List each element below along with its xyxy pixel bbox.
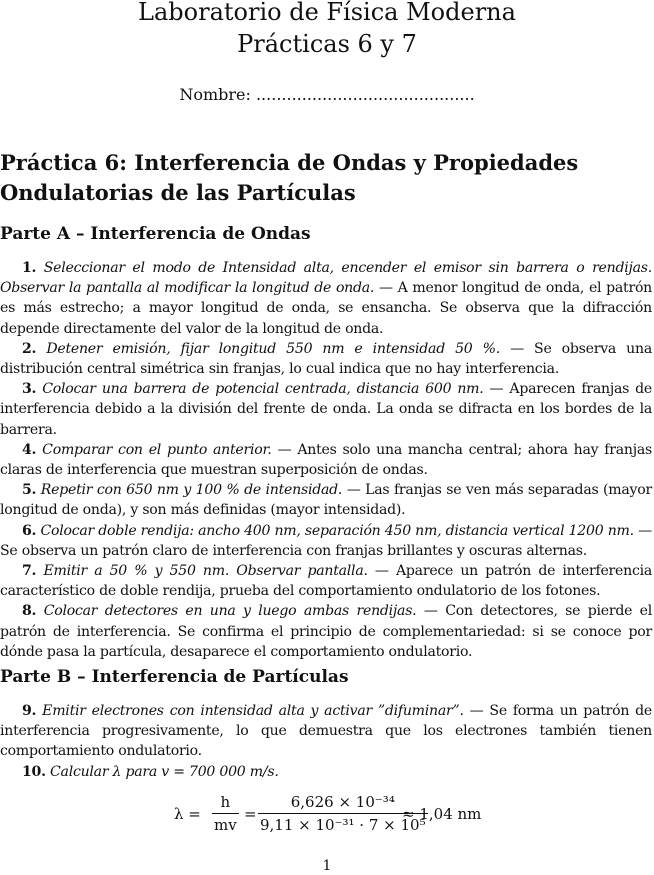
item-number: 2. [22,340,37,357]
item-result: — Aparecen franjas de interferencia debido a la división del frente de onda. La onda se difracta en los bordes de la barrera. [0,381,652,438]
practice-heading: Práctica 6: Interferencia de Ondas y Propiedades Ondulatorias de las Partículas [0,150,579,205]
list-item [0,258,652,339]
item-result: — Se observa una distribución central simétrica sin franjas, lo cual indica que no hay interferencia. [0,340,652,378]
document-subtitle: Prácticas 6 y 7 [237,30,417,58]
item-result: — Las franjas se ven más separadas (mayor longitud de onda), y son más definidas (mayor intensidad). [0,482,652,519]
name-field-label: Nombre: ........................................... [179,85,475,104]
item-number: 5. [22,482,37,499]
item-result: — Se forma un patrón de interferencia progresivamente, lo que demuestra que los electrones también tienen comportamiento ondulatorio. [0,703,652,760]
item-instruction: Colocar detectores en una y luego ambas rendijas. [43,603,417,620]
page-number: 1 [322,858,332,874]
item-number: 6. [22,522,37,539]
part-a-heading: Parte A – Interferencia de Ondas [0,224,311,244]
item-number: 7. [22,563,37,580]
document-title: Laboratorio de Física Moderna [138,0,516,26]
item-instruction: Colocar doble rendija: ancho 400 nm, separación 450 nm, distancia vertical 1200 nm. [40,522,634,539]
item-instruction: Emitir a 50 % y 550 nm. Observar pantalla. [43,563,368,580]
list-item [0,379,652,440]
fraction-numerator: h [220,793,231,811]
list-item [0,339,652,379]
part-a-items [0,258,652,662]
item-result: — A menor longitud de onda, el patrón es más estrecho; a mayor longitud de onda, se ensancha. Se observa que la difracción depende directamente del valor de la longitud de onda. [0,280,653,337]
list-item [0,561,652,601]
fraction-h-over-mv [212,793,239,834]
part-b-heading: Parte B – Interferencia de Partículas [0,667,349,687]
wavelength-formula [174,793,504,837]
item-instruction: Calcular λ para v = 700 000 m/s. [50,763,279,780]
item-instruction: Repetir con 650 nm y 100 % de intensidad. [40,482,343,499]
item-instruction: Detener emisión, fijar longitud 550 nm e intensidad 50 %. [46,340,500,357]
item-result: — Antes solo una mancha central; ahora hay franjas claras de interferencia que muestran superposición de ondas. [0,441,652,479]
item-result: — Aparece un patrón de interferencia característico de doble rendija, prueba del comportamiento ondulatorio de los fotones. [0,563,652,600]
item-instruction: Emitir electrones con intensidad alta y activar ”difuminar”. [42,703,464,719]
list-item [0,701,652,762]
list-item [0,601,652,662]
part-b-items [0,701,652,782]
item-number: 3. [22,381,37,398]
item-number: 10. [22,763,46,780]
item-number: 4. [22,441,37,458]
list-item [0,762,652,782]
item-instruction: Colocar una barrera de potencial centrada, distancia 600 nm. [42,381,484,398]
list-item [0,521,652,561]
formula-lhs: λ = [174,805,201,823]
list-item [0,440,652,480]
item-number: 1. [22,260,37,276]
list-item [0,480,652,520]
fraction-denominator: 9,11 × 10⁻³¹ · 7 × 10⁵ [260,816,426,834]
formula-result: ≈ 1,04 nm [402,805,482,823]
item-instruction: Seleccionar el modo de Intensidad alta, encender el emisor sin barrera o rendijas. Observar la pantalla al modificar la longitud de onda. [0,260,652,297]
item-number: 8. [22,603,37,620]
item-number: 9. [22,703,37,719]
item-result: — Se observa un patrón claro de interferencia con franjas brillantes y oscuras alternas. [0,522,652,559]
fraction-numerator: 6,626 × 10⁻³⁴ [290,793,395,811]
item-instruction: Comparar con el punto anterior. [42,441,272,458]
fraction-bar [212,813,239,814]
fraction-denominator: mv [214,816,237,834]
formula-equals: = [244,805,257,823]
item-result: — Con detectores, se pierde el patrón de interferencia. Se confirma el principio de complementariedad: si se conoce por dónde pasa la partícula, desaparece el comportamiento ondulatorio. [0,603,652,660]
